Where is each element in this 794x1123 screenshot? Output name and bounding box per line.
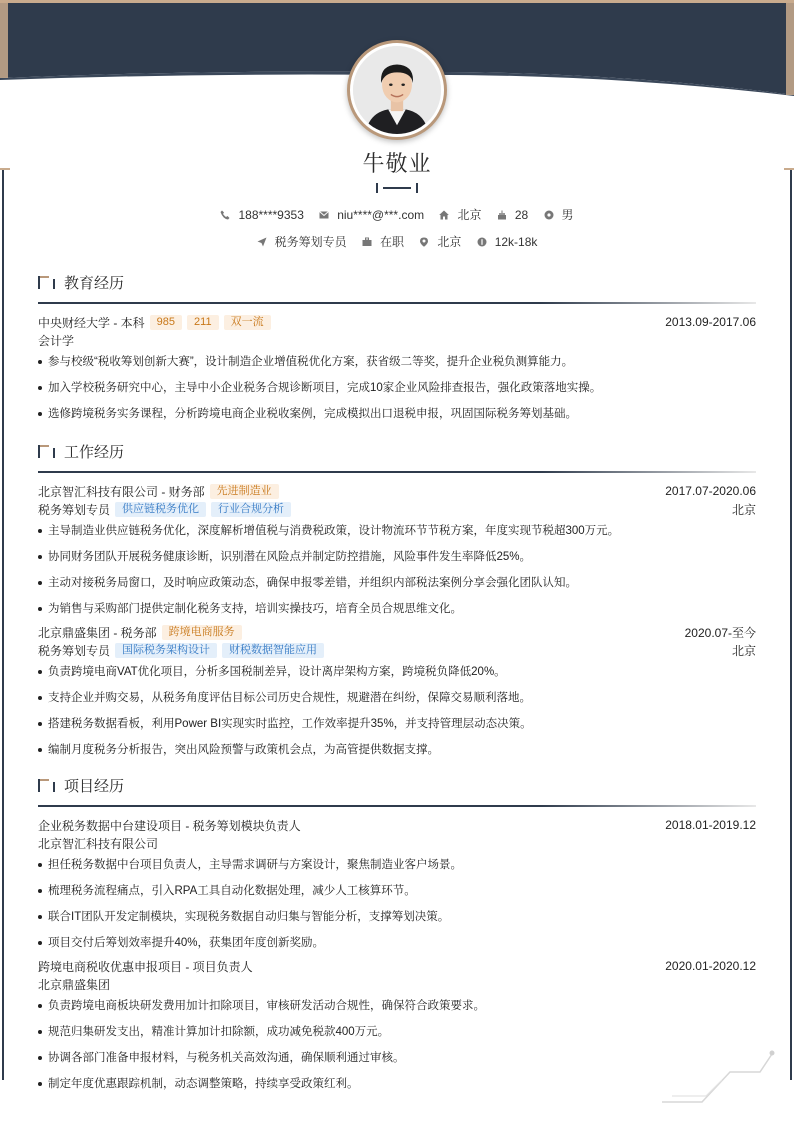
candidate-name: 牛敬业 xyxy=(362,151,432,176)
list-item: 主动对接税务局窗口，及时响应政策动态，确保申报零差错，并组织内部税法案例分享会强化团队认知。 xyxy=(38,570,756,596)
section-divider xyxy=(38,805,756,807)
position-tag: 供应链税务优化 xyxy=(115,502,206,517)
job-entry-header xyxy=(38,482,756,500)
school-tag: 211 xyxy=(187,315,219,330)
section-marker-icon xyxy=(38,778,56,792)
coin-icon xyxy=(477,237,487,247)
gender-icon xyxy=(544,210,554,220)
company-tag: 跨境电商服务 xyxy=(162,625,242,640)
job-position-row xyxy=(38,500,756,518)
target-job-item xyxy=(257,233,347,250)
section-title xyxy=(38,774,756,796)
position-tag: 财税数据智能应用 xyxy=(222,643,324,658)
list-item: 联合IT团队开发定制模块，实现税务数据自动归集与智能分析，支撑筹划决策。 xyxy=(38,904,756,930)
list-item: 协调各部门准备申报材料，与税务机关高效沟通，确保顺利通过审核。 xyxy=(38,1045,756,1071)
project-bullets xyxy=(38,993,756,1097)
phone-item xyxy=(220,208,303,222)
list-item: 项目交付后筹划效率提升40%，获集团年度创新奖励。 xyxy=(38,930,756,956)
target-city-item xyxy=(419,233,461,250)
education-bullets xyxy=(38,349,756,427)
age-item xyxy=(497,208,528,222)
location-pin-icon xyxy=(419,237,429,247)
location-value: 北京 xyxy=(457,208,482,222)
status-value: 在职 xyxy=(379,235,404,249)
name-divider xyxy=(376,183,418,193)
job-period: 2017.07-2020.06 xyxy=(665,484,756,498)
list-item: 担任税务数据中台项目负责人，主导需求调研与方案设计，聚焦制造业客户场景。 xyxy=(38,852,756,878)
job-bullets xyxy=(38,659,756,763)
company-name: 北京鼎盛集团 - 税务部 xyxy=(38,625,157,640)
corner-decoration xyxy=(660,1046,780,1106)
section-title xyxy=(38,271,756,293)
education-title: 教育经历 xyxy=(64,274,125,292)
section-divider xyxy=(38,471,756,473)
job-city: 北京 xyxy=(731,502,756,517)
cake-icon xyxy=(497,210,507,220)
major: 会计学 xyxy=(38,333,75,348)
gender-value: 男 xyxy=(561,208,574,222)
project-bullets xyxy=(38,852,756,956)
target-city-value: 北京 xyxy=(437,235,462,249)
education-major-row xyxy=(38,331,756,349)
salary-value: 12k-18k xyxy=(494,234,538,249)
education-section xyxy=(38,271,756,427)
send-icon xyxy=(257,237,267,247)
projects-title: 项目经历 xyxy=(64,777,125,795)
job-bullets xyxy=(38,518,756,622)
job-intent-row xyxy=(0,233,794,250)
list-item: 协同财务团队开展税务健康诊断，识别潜在风险点并制定防控措施，风险事件发生率降低25%。 xyxy=(38,544,756,570)
work-title: 工作经历 xyxy=(64,443,125,461)
project-org: 北京鼎盛集团 xyxy=(38,977,111,992)
email-item xyxy=(319,208,424,222)
avatar-photo xyxy=(350,43,444,137)
briefcase-icon xyxy=(362,237,372,247)
position: 税务筹划专员 xyxy=(38,502,111,517)
project-entry-header xyxy=(38,957,756,975)
status-item xyxy=(362,233,404,250)
location-item xyxy=(439,206,481,223)
position: 税务筹划专员 xyxy=(38,643,111,658)
left-frame-line xyxy=(2,170,10,1080)
school-tag: 985 xyxy=(150,315,182,330)
list-item: 为销售与采购部门提供定制化税务支持，培训实操技巧，培育全员合规思维文化。 xyxy=(38,596,756,622)
list-item: 梳理税务流程痛点，引入RPA工具自动化数据处理，减少人工核算环节。 xyxy=(38,878,756,904)
work-section xyxy=(38,440,756,763)
project-period: 2020.01-2020.12 xyxy=(665,959,756,973)
project-org-row xyxy=(38,834,756,852)
job-entry-header xyxy=(38,623,756,641)
mail-icon xyxy=(319,210,329,220)
list-item: 规范归集研发支出，精准计算加计扣除额，成功减免税款400万元。 xyxy=(38,1019,756,1045)
job-position-row xyxy=(38,641,756,659)
list-item: 支持企业并购交易，从税务角度评估目标公司历史合规性，规避潜在纠纷，保障交易顺利落地。 xyxy=(38,685,756,711)
section-divider xyxy=(38,302,756,304)
list-item: 负责跨境电商VAT优化项目，分析多国税制差异，设计离岸架构方案，跨境税负降低20%。 xyxy=(38,659,756,685)
position-tag: 行业合规分析 xyxy=(211,502,291,517)
list-item: 加入学校税务研究中心，主导中小企业税务合规诊断项目，完成10家企业风险排查报告，强化政策落地实操。 xyxy=(38,375,756,401)
project-name: 跨境电商税收优惠申报项目 - 项目负责人 xyxy=(38,959,253,974)
person-portrait-icon xyxy=(353,46,441,134)
education-period: 2013.09-2017.06 xyxy=(665,315,756,329)
list-item: 负责跨境电商板块研发费用加计扣除项目，审核研发活动合规性，确保符合政策要求。 xyxy=(38,993,756,1019)
phone-value: 188****9353 xyxy=(238,207,304,222)
job-period: 2020.07-至今 xyxy=(684,625,756,640)
contact-row xyxy=(0,206,794,223)
position-tag: 国际税务架构设计 xyxy=(115,643,217,658)
school-name: 中央财经大学 - 本科 xyxy=(38,315,145,330)
list-item: 选修跨境税务实务课程，分析跨境电商企业税收案例，完成模拟出口退税申报，巩固国际税务筹划基础。 xyxy=(38,401,756,427)
list-item: 制定年度优惠跟踪机制，动态调整策略，持续享受政策红利。 xyxy=(38,1071,756,1097)
list-item: 搭建税务数据看板，利用Power BI实现实时监控，工作效率提升35%，并支持管理层动态决策。 xyxy=(38,711,756,737)
school-tag: 双一流 xyxy=(224,315,271,330)
list-item: 编制月度税务分析报告，突出风险预警与政策机会点，为高管提供数据支撑。 xyxy=(38,737,756,763)
company-name: 北京智汇科技有限公司 - 财务部 xyxy=(38,484,205,499)
section-marker-icon xyxy=(38,275,56,289)
email-value: niu****@***.com xyxy=(337,207,425,222)
project-period: 2018.01-2019.12 xyxy=(665,818,756,832)
projects-section xyxy=(38,774,756,1097)
company-tag: 先进制造业 xyxy=(210,484,279,499)
list-item: 主导制造业供应链税务优化，深度解析增值税与消费税政策，设计物流环节节税方案，年度实现节税超300万元。 xyxy=(38,518,756,544)
target-job-value: 税务筹划专员 xyxy=(274,235,347,249)
list-item: 参与校级“税收筹划创新大赛”，设计制造企业增值税优化方案，获省级二等奖，提升企业税负测算能力。 xyxy=(38,349,756,375)
project-org: 北京智汇科技有限公司 xyxy=(38,836,159,851)
home-icon xyxy=(439,210,449,220)
job-city: 北京 xyxy=(731,643,756,658)
phone-icon xyxy=(220,210,230,220)
project-name: 企业税务数据中台建设项目 - 税务筹划模块负责人 xyxy=(38,818,301,833)
right-frame-line xyxy=(784,170,792,1080)
section-title xyxy=(38,440,756,462)
education-entry-header xyxy=(38,313,756,331)
salary-item xyxy=(477,235,538,249)
project-org-row xyxy=(38,975,756,993)
project-entry-header xyxy=(38,816,756,834)
age-value: 28 xyxy=(514,207,529,222)
avatar xyxy=(347,40,447,140)
section-marker-icon xyxy=(38,444,56,458)
gender-item xyxy=(544,206,574,223)
